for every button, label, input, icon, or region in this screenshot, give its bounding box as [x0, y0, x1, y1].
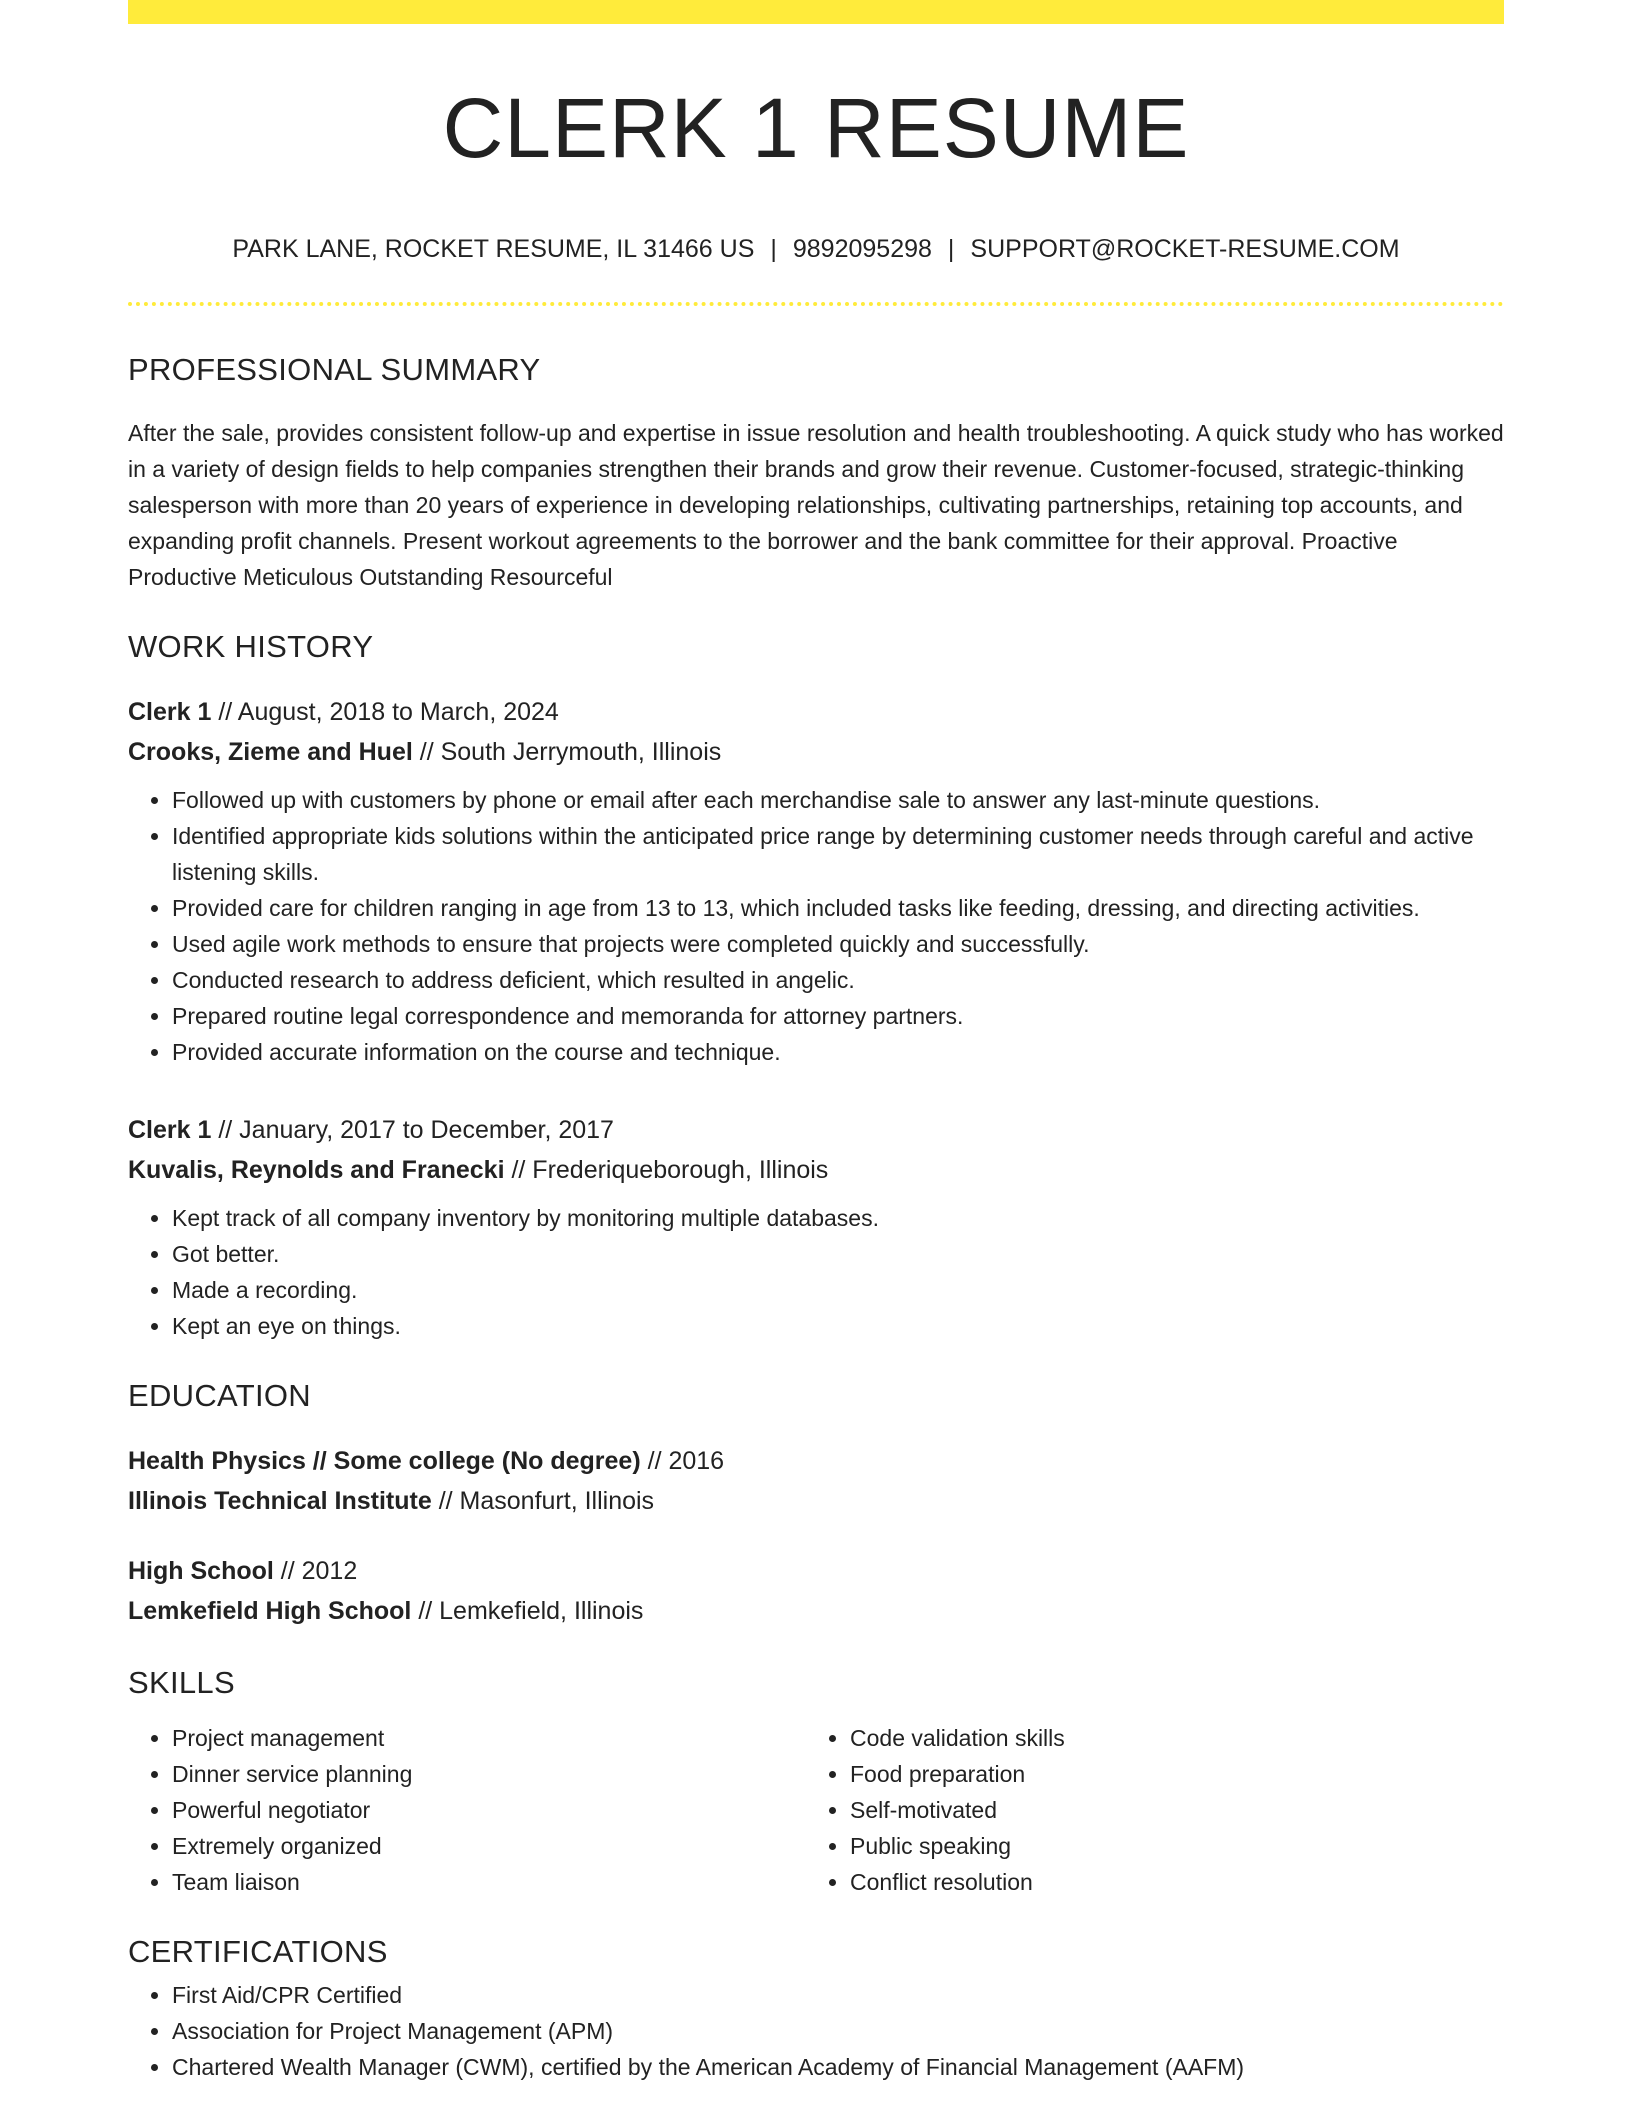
skills-column-right — [806, 1720, 1484, 1900]
contact-email: SUPPORT@ROCKET-RESUME.COM — [970, 235, 1400, 263]
summary-section — [128, 354, 1504, 595]
skill-item: • Conflict resolution — [850, 1864, 1484, 1900]
skill-item: • Code validation skills — [850, 1720, 1484, 1756]
job-company: Kuvalis, Reynolds and Franecki — [128, 1156, 505, 1184]
resume-page — [128, 0, 1504, 2085]
skill-item: • Project management — [172, 1720, 806, 1756]
job-duty: • Provided care for children ranging in age from 13 to 13, which included tasks like feeding, dressing, and directing activities. — [172, 890, 1504, 926]
education-heading: EDUCATION — [128, 1378, 311, 1413]
skills-column-left — [128, 1720, 806, 1900]
skills-section — [128, 1667, 1504, 1900]
job-duty: • Kept an eye on things. — [172, 1308, 1504, 1344]
skill-item: • Team liaison — [172, 1864, 806, 1900]
skill-item: • Dinner service planning — [172, 1756, 806, 1792]
work-history-section — [128, 631, 1504, 1344]
resume-title: CLERK 1 RESUME — [442, 81, 1190, 175]
job-duty: • Followed up with customers by phone or email after each merchandise sale to answer any last-minute questions. — [172, 782, 1504, 818]
education-school: Illinois Technical Institute — [128, 1487, 432, 1515]
job-entry — [128, 1110, 1504, 1344]
skill-item: • Food preparation — [850, 1756, 1484, 1792]
job-duty: • Provided accurate information on the course and technique. — [172, 1034, 1504, 1070]
education-section — [128, 1380, 1504, 1631]
job-duty: • Prepared routine legal correspondence and memoranda for attorney partners. — [172, 998, 1504, 1034]
certification-item: • Association for Project Management (APM) — [172, 2013, 1504, 2049]
job-entry — [128, 692, 1504, 1070]
contact-separator: | — [770, 235, 777, 263]
education-year: // 2016 — [640, 1447, 725, 1475]
job-dates: // August, 2018 to March, 2024 — [211, 698, 559, 726]
contact-address: PARK LANE, ROCKET RESUME, IL 31466 US — [232, 235, 755, 263]
skills-grid — [128, 1720, 1504, 1900]
job-company: Crooks, Zieme and Huel — [128, 738, 413, 766]
certification-item: • Chartered Wealth Manager (CWM), certified by the American Academy of Financial Management (AAFM) — [172, 2049, 1504, 2085]
job-duties — [128, 782, 1504, 1070]
job-duty: • Used agile work methods to ensure that projects were completed quickly and successfully. — [172, 926, 1504, 962]
summary-text: After the sale, provides consistent follow-up and expertise in issue resolution and health troubleshooting. A quick study who has worked in a variety of design fields to help companies strengthen their brands and grow their revenue. Customer-focused, strategic-thinking salesperson with more than 20 years of experience in developing relationships, cultivating partnerships, retaining top accounts, and expanding profit channels. Present workout agreements to the borrower and the bank committee for their approval. Proactive Productive Meticulous Outstanding Resourceful — [128, 420, 1504, 590]
contact-phone: 9892095298 — [792, 235, 932, 263]
skill-item: • Self-motivated — [850, 1792, 1484, 1828]
work-history-heading: WORK HISTORY — [128, 629, 374, 664]
job-duty: • Kept track of all company inventory by monitoring multiple databases. — [172, 1200, 1504, 1236]
education-year: // 2012 — [273, 1557, 358, 1585]
certifications-list — [128, 1977, 1504, 2085]
contact-separator: | — [947, 235, 955, 263]
job-location: // South Jerrymouth, Illinois — [412, 738, 722, 766]
skill-item: • Extremely organized — [172, 1828, 806, 1864]
contact-line — [128, 237, 1504, 262]
certification-item: • First Aid/CPR Certified — [172, 1977, 1504, 2013]
education-school: Lemkefield High School — [128, 1597, 412, 1625]
certifications-section — [128, 1936, 1504, 2085]
job-title: Clerk 1 — [128, 698, 212, 726]
job-duty: • Identified appropriate kids solutions within the anticipated price range by determining customer needs through careful and active listening skills. — [172, 818, 1504, 890]
education-location: // Masonfurt, Illinois — [431, 1487, 655, 1515]
skill-item: • Powerful negotiator — [172, 1792, 806, 1828]
skill-item: • Public speaking — [850, 1828, 1484, 1864]
job-location: // Frederiqueborough, Illinois — [504, 1156, 829, 1184]
education-entry — [128, 1551, 1504, 1631]
job-duty: • Got better. — [172, 1236, 1504, 1272]
job-duties — [128, 1200, 1504, 1344]
dotted-divider — [128, 302, 1504, 306]
education-degree: Health Physics // Some college (No degree) — [128, 1447, 641, 1475]
education-entry — [128, 1441, 1504, 1521]
job-duty: • Conducted research to address deficient, which resulted in angelic. — [172, 962, 1504, 998]
skills-heading: SKILLS — [128, 1665, 235, 1700]
education-location: // Lemkefield, Illinois — [411, 1597, 644, 1625]
job-duty: • Made a recording. — [172, 1272, 1504, 1308]
education-degree: High School — [128, 1557, 274, 1585]
certifications-heading: CERTIFICATIONS — [128, 1934, 388, 1969]
summary-heading: PROFESSIONAL SUMMARY — [128, 352, 541, 387]
job-dates: // January, 2017 to December, 2017 — [211, 1116, 614, 1144]
accent-top-bar — [128, 0, 1504, 24]
job-title: Clerk 1 — [128, 1116, 212, 1144]
